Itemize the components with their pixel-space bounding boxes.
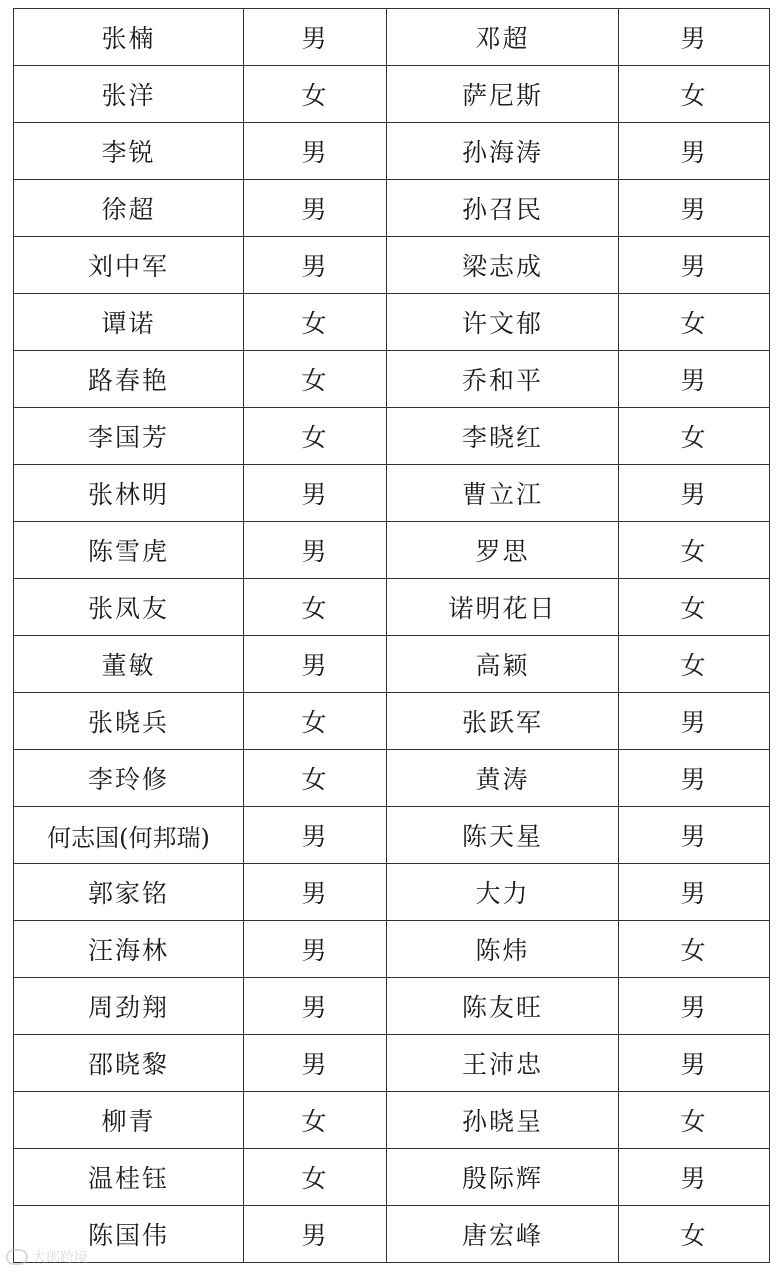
gender-cell: 男 (244, 864, 387, 921)
roster-table-container (13, 8, 769, 1263)
name-cell: 刘中军 (14, 237, 244, 294)
gender-cell: 男 (619, 465, 770, 522)
name-cell: 唐宏峰 (387, 1206, 619, 1263)
gender-cell: 男 (244, 978, 387, 1035)
table-row (14, 408, 770, 465)
table-row (14, 693, 770, 750)
gender-cell: 男 (244, 1035, 387, 1092)
watermark-text: 大郎跨境 (32, 1250, 88, 1266)
name-cell: 陈雪虎 (14, 522, 244, 579)
gender-cell: 男 (619, 237, 770, 294)
name-cell: 李锐 (14, 123, 244, 180)
table-row (14, 1206, 770, 1263)
table-row (14, 351, 770, 408)
table-row (14, 522, 770, 579)
name-cell: 张晓兵 (14, 693, 244, 750)
gender-cell: 女 (244, 66, 387, 123)
name-cell: 许文郁 (387, 294, 619, 351)
gender-cell: 女 (619, 66, 770, 123)
name-cell: 张凤友 (14, 579, 244, 636)
table-row (14, 636, 770, 693)
gender-cell: 女 (244, 1092, 387, 1149)
table-row (14, 864, 770, 921)
gender-cell: 男 (244, 921, 387, 978)
name-cell: 董敏 (14, 636, 244, 693)
table-row (14, 1092, 770, 1149)
name-cell: 张跃军 (387, 693, 619, 750)
name-cell: 陈国伟 (14, 1206, 244, 1263)
name-cell: 诺明花日 (387, 579, 619, 636)
name-cell: 柳青 (14, 1092, 244, 1149)
name-cell: 张楠 (14, 9, 244, 66)
gender-cell: 男 (619, 693, 770, 750)
roster-table-body (14, 9, 770, 1263)
name-cell: 王沛忠 (387, 1035, 619, 1092)
name-cell: 萨尼斯 (387, 66, 619, 123)
gender-cell: 男 (619, 750, 770, 807)
table-row (14, 807, 770, 864)
name-cell: 陈友旺 (387, 978, 619, 1035)
gender-cell: 女 (619, 408, 770, 465)
name-cell: 谭诺 (14, 294, 244, 351)
gender-cell: 男 (244, 465, 387, 522)
name-cell: 李国芳 (14, 408, 244, 465)
table-row (14, 750, 770, 807)
gender-cell: 男 (244, 9, 387, 66)
gender-cell: 女 (244, 351, 387, 408)
name-cell: 路春艳 (14, 351, 244, 408)
name-cell: 邓超 (387, 9, 619, 66)
name-cell: 何志国(何邦瑞) (14, 807, 244, 864)
gender-cell: 男 (619, 9, 770, 66)
table-row (14, 921, 770, 978)
gender-cell: 女 (619, 522, 770, 579)
gender-cell: 女 (244, 750, 387, 807)
name-cell: 徐超 (14, 180, 244, 237)
table-row (14, 1035, 770, 1092)
gender-cell: 女 (619, 579, 770, 636)
table-row (14, 180, 770, 237)
gender-cell: 女 (244, 294, 387, 351)
name-cell: 罗思 (387, 522, 619, 579)
gender-cell: 女 (619, 1092, 770, 1149)
roster-table (13, 8, 770, 1263)
name-cell: 李晓红 (387, 408, 619, 465)
table-row (14, 123, 770, 180)
name-cell: 孙召民 (387, 180, 619, 237)
table-row (14, 1149, 770, 1206)
name-cell: 邵晓黎 (14, 1035, 244, 1092)
watermark (6, 1245, 106, 1269)
gender-cell: 男 (244, 522, 387, 579)
gender-cell: 女 (244, 693, 387, 750)
table-row (14, 66, 770, 123)
gender-cell: 男 (619, 807, 770, 864)
name-cell: 温桂钰 (14, 1149, 244, 1206)
gender-cell: 男 (244, 1206, 387, 1263)
gender-cell: 女 (619, 636, 770, 693)
gender-cell: 男 (619, 1035, 770, 1092)
name-cell: 乔和平 (387, 351, 619, 408)
gender-cell: 男 (619, 180, 770, 237)
gender-cell: 男 (244, 636, 387, 693)
gender-cell: 男 (619, 978, 770, 1035)
table-row (14, 978, 770, 1035)
name-cell: 汪海林 (14, 921, 244, 978)
table-row (14, 237, 770, 294)
gender-cell: 男 (619, 123, 770, 180)
table-row (14, 579, 770, 636)
gender-cell: 女 (244, 1149, 387, 1206)
gender-cell: 男 (244, 237, 387, 294)
gender-cell: 男 (619, 351, 770, 408)
name-cell: 大力 (387, 864, 619, 921)
name-cell: 曹立江 (387, 465, 619, 522)
gender-cell: 女 (619, 921, 770, 978)
name-cell: 孙晓呈 (387, 1092, 619, 1149)
name-cell: 郭家铭 (14, 864, 244, 921)
table-row (14, 9, 770, 66)
name-cell: 孙海涛 (387, 123, 619, 180)
watermark-logo-icon (6, 1249, 28, 1265)
name-cell: 陈天星 (387, 807, 619, 864)
name-cell: 陈炜 (387, 921, 619, 978)
gender-cell: 男 (619, 1149, 770, 1206)
gender-cell: 女 (619, 294, 770, 351)
name-cell: 黄涛 (387, 750, 619, 807)
table-row (14, 465, 770, 522)
name-cell: 张洋 (14, 66, 244, 123)
gender-cell: 男 (619, 864, 770, 921)
name-cell: 张林明 (14, 465, 244, 522)
name-cell: 周劲翔 (14, 978, 244, 1035)
name-cell: 高颖 (387, 636, 619, 693)
name-cell: 李玲修 (14, 750, 244, 807)
name-cell: 殷际辉 (387, 1149, 619, 1206)
gender-cell: 男 (244, 123, 387, 180)
gender-cell: 男 (244, 180, 387, 237)
gender-cell: 女 (244, 408, 387, 465)
name-cell: 梁志成 (387, 237, 619, 294)
gender-cell: 女 (619, 1206, 770, 1263)
gender-cell: 男 (244, 807, 387, 864)
table-row (14, 294, 770, 351)
gender-cell: 女 (244, 579, 387, 636)
